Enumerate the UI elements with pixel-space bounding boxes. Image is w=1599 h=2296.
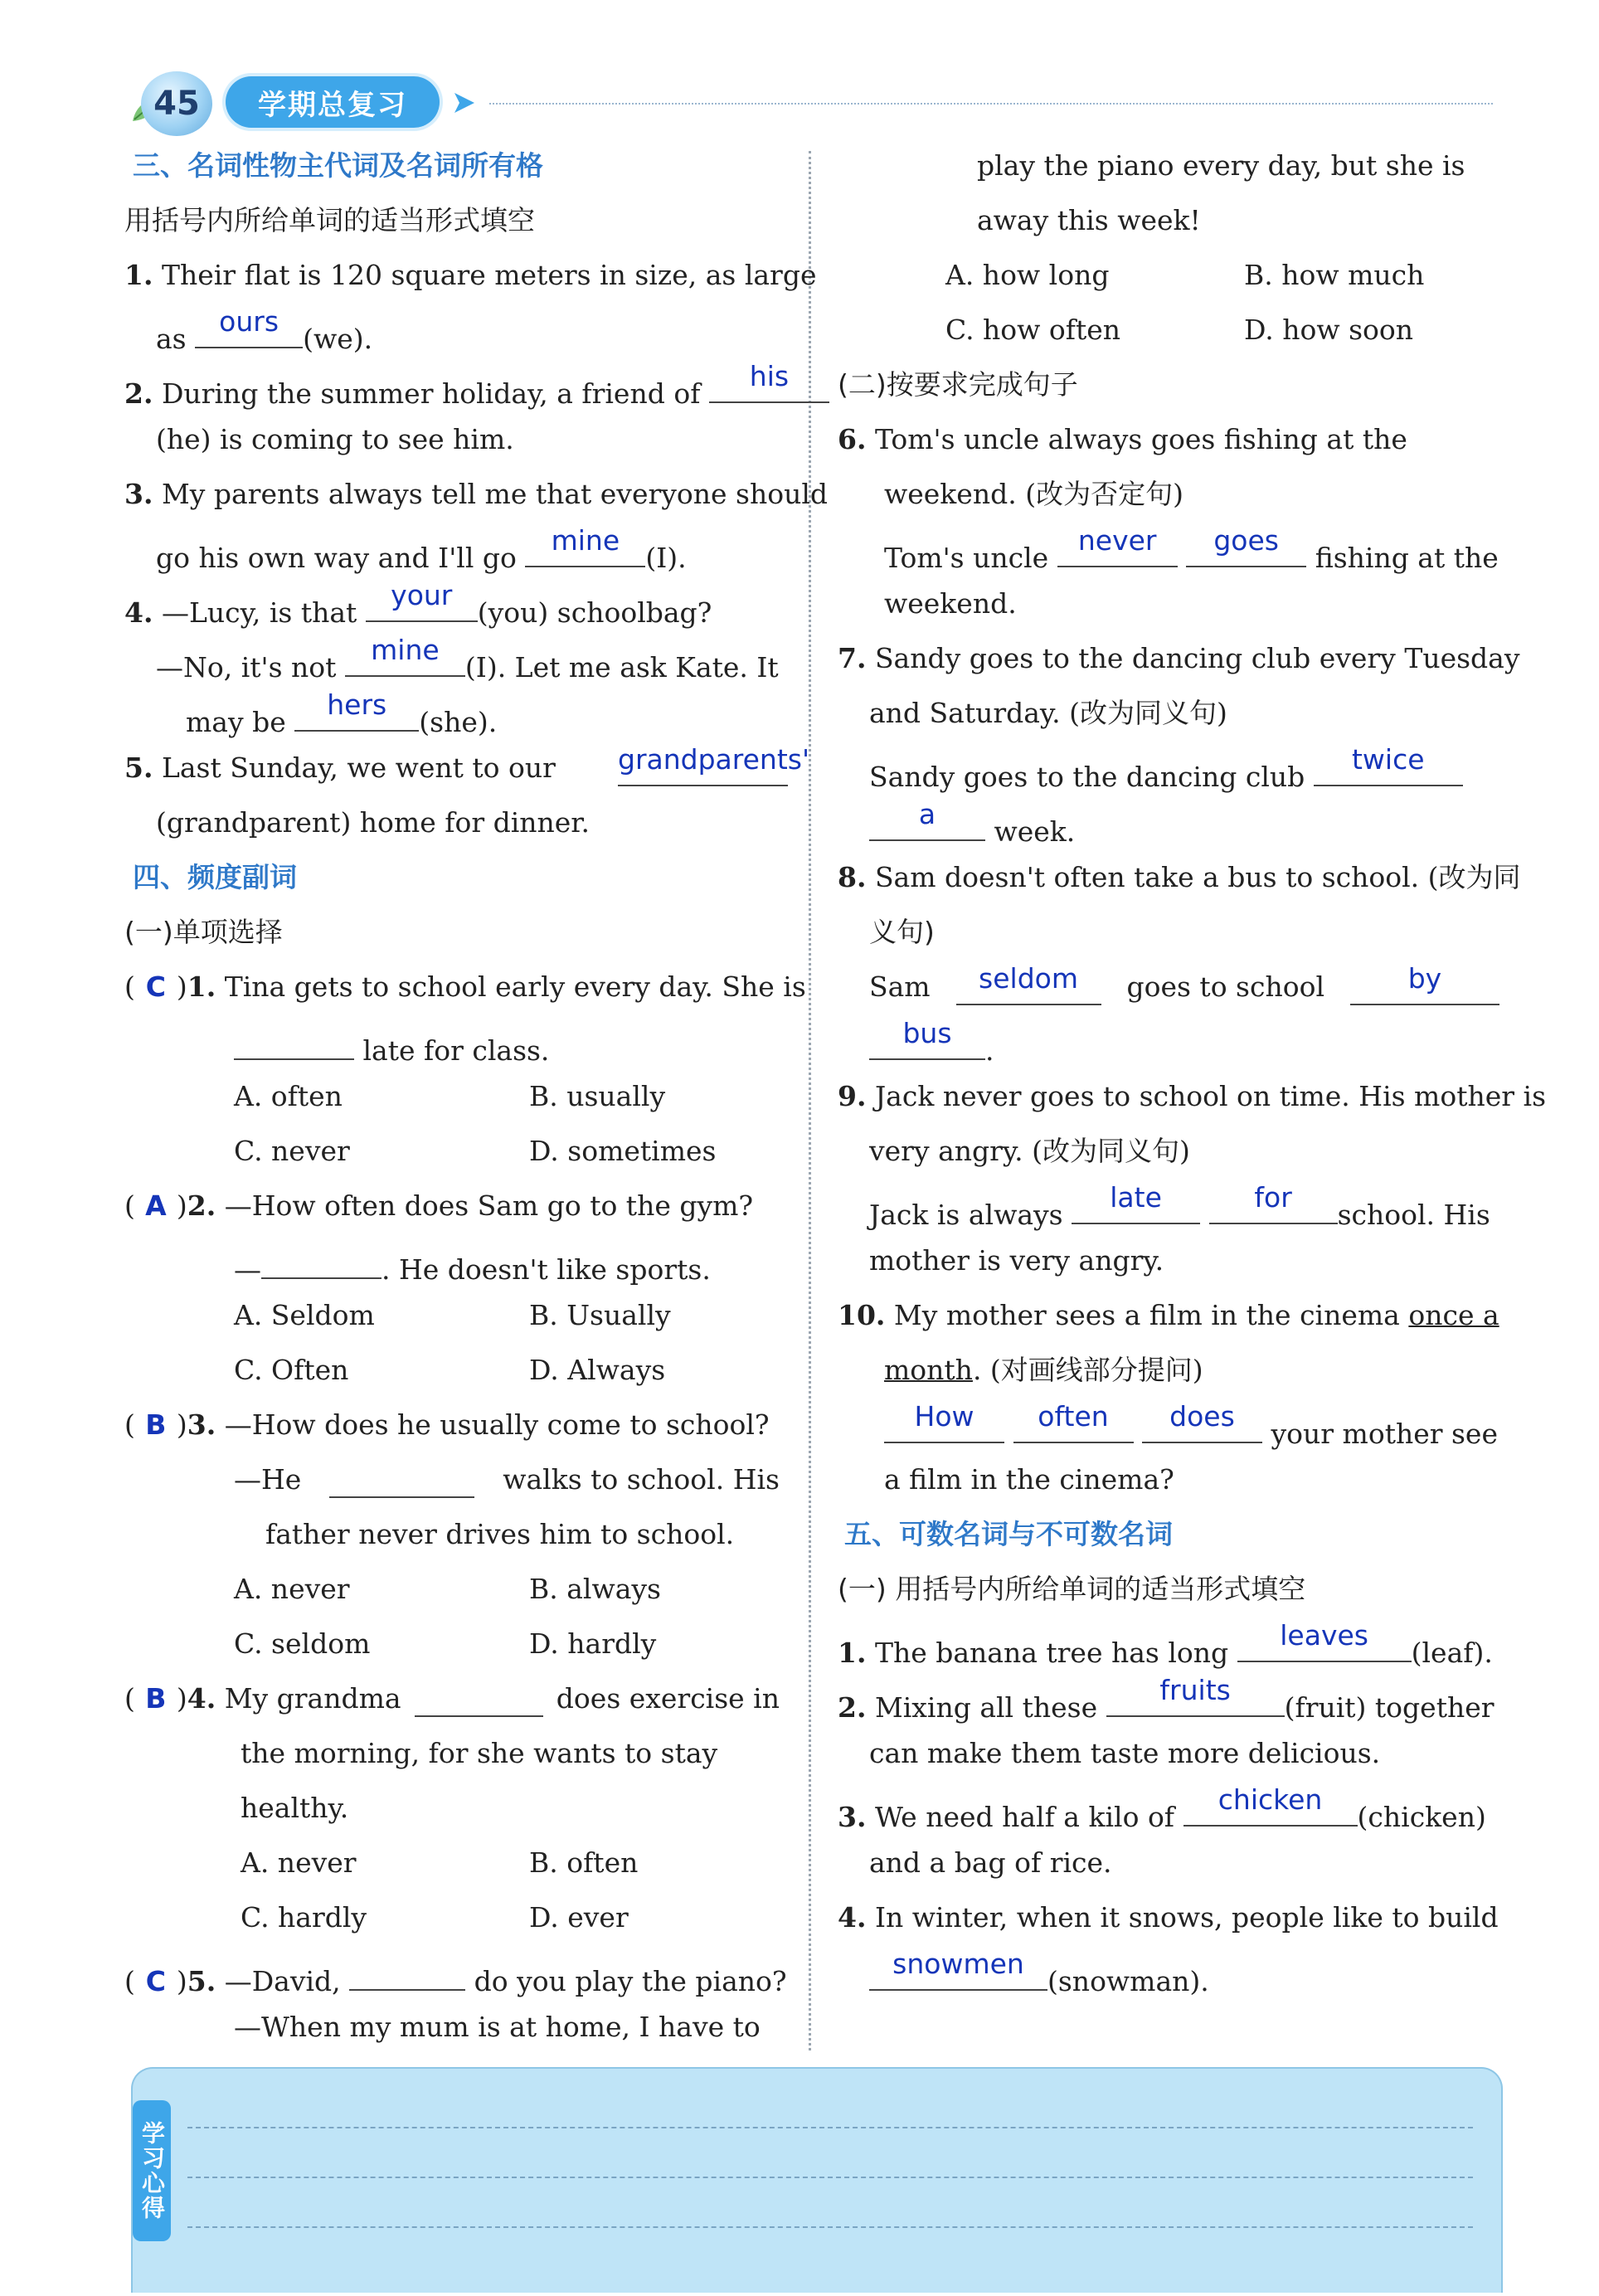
question-text: may be (186, 706, 286, 738)
answer-text: grandparents' (618, 743, 810, 776)
answer-blank (618, 743, 810, 786)
page-number: 45 (141, 71, 212, 136)
question-text: Mixing all these (874, 1691, 1098, 1724)
question-text: (I). (645, 542, 687, 574)
question-2 (124, 360, 829, 410)
option-d: D. Always (529, 1354, 666, 1386)
sentence-10 (838, 1299, 1499, 1335)
question-text: (fruit) together (1284, 1691, 1495, 1724)
question-text: My grandma (224, 1682, 401, 1715)
answer-blank (366, 579, 478, 622)
answer-text: mine (551, 524, 620, 557)
answer-blank (345, 634, 465, 677)
question-text: —How often does Sam go to the gym? (224, 1189, 754, 1222)
study-notes-box (131, 2067, 1503, 2293)
question-5 (124, 743, 810, 788)
answer-text: chicken (1217, 1783, 1323, 1816)
answer-blank (884, 1400, 1004, 1443)
question-text: school. His (1337, 1199, 1490, 1231)
mc-question-5-line-2: —When my mum is at home, I have to (234, 2011, 761, 2043)
question-text: My mother sees a film in the cinema (893, 1299, 1400, 1331)
answer-text: fruits (1159, 1674, 1231, 1706)
answer-blank (1072, 1181, 1200, 1224)
sentence-10-line-3 (884, 1400, 1498, 1450)
question-text: Jack is always (869, 1199, 1063, 1231)
question-text: —David, (224, 1965, 341, 1997)
noun-question-2-line-2: can make them taste more delicious. (869, 1737, 1381, 1769)
section-5-heading: 五、可数名词与不可数名词 (844, 1518, 1173, 1550)
question-4 (124, 579, 712, 629)
mc-question-1-line-2 (234, 1025, 550, 1067)
answer-text: often (1038, 1400, 1109, 1433)
sentence-6-line-2: weekend. (改为否定句) (884, 478, 1183, 510)
answer-text: leaves (1280, 1619, 1368, 1651)
sentence-6 (838, 423, 1407, 460)
question-number: 3. (838, 1801, 867, 1833)
notes-line (187, 2127, 1473, 2128)
question-number: 6. (838, 423, 867, 455)
answer-blank (1106, 1674, 1285, 1717)
question-1-line-2 (156, 305, 373, 355)
question-text: Their flat is 120 square meters in size, as large (161, 259, 817, 291)
option-b: B. always (529, 1573, 661, 1605)
noun-question-4 (838, 1901, 1499, 1938)
section-4-subheading: (一)单项选择 (124, 916, 283, 948)
answer-blank (709, 360, 829, 403)
answer-text: bus (902, 1017, 952, 1049)
noun-question-1 (838, 1619, 1493, 1669)
answer-blank (525, 524, 645, 567)
answer-text: goes (1213, 524, 1279, 557)
answer-text: a (918, 798, 936, 830)
question-text: My parents always tell me that everyone should (161, 478, 829, 510)
question-text: Tom's uncle (884, 542, 1049, 574)
question-text: (we). (303, 323, 373, 355)
question-text: —How does he usually come to school? (224, 1408, 770, 1441)
noun-question-3-line-2: and a bag of rice. (869, 1846, 1112, 1879)
question-text: walks to school. His (503, 1463, 780, 1496)
answer-blank (1186, 524, 1306, 567)
answer-blank (1237, 1619, 1412, 1662)
question-number: 4. (124, 596, 153, 629)
answer-blank (261, 1244, 382, 1279)
question-text: —No, it's not (156, 651, 337, 683)
noun-question-3 (838, 1783, 1486, 1833)
question-text: (you) schoolbag? (477, 596, 712, 629)
underlined-text: month (884, 1354, 973, 1386)
sentence-6-line-3 (884, 524, 1499, 574)
mc-question-2-line-2: — . He doesn't like sports. (234, 1244, 711, 1281)
notes-line (187, 2177, 1473, 2178)
sentence-7 (838, 642, 1519, 679)
question-text: goes to school (1126, 970, 1325, 1003)
question-text: During the summer holiday, a friend of (161, 377, 701, 410)
question-text: Sam (869, 970, 931, 1003)
question-text: The banana tree has long (874, 1637, 1229, 1669)
sentence-8-line-4: bus . (869, 1025, 994, 1062)
column-divider (809, 151, 811, 2050)
answer-blank (1350, 962, 1499, 1005)
answer-blank (415, 1682, 543, 1717)
answer-blank (1314, 743, 1463, 786)
question-text: (chicken) (1357, 1801, 1486, 1833)
study-notes-label: 学习心得 (133, 2100, 171, 2241)
option-b: B. Usually (529, 1299, 671, 1331)
question-text: Tina gets to school early every day. She is (224, 970, 806, 1003)
answer-blank (1142, 1400, 1262, 1443)
sentence-7-line-3 (869, 743, 1463, 793)
sentence-8-line-2: 义句) (869, 916, 935, 948)
answer-blank (956, 962, 1101, 1005)
question-number: 5. (124, 752, 153, 784)
mc-question-5-line-4: away this week! (977, 204, 1201, 236)
question-number: 7. (838, 642, 867, 674)
sentence-6-line-4: weekend. (884, 587, 1017, 620)
section-5-subheading: (一) 用括号内所给单词的适当形式填空 (838, 1573, 1306, 1605)
mc-question-5: ( C )5. —David, do you play the piano? (124, 1956, 787, 1992)
answer-blank (195, 305, 303, 348)
answer-blank (1013, 1400, 1134, 1443)
answer-text: seldom (979, 962, 1078, 995)
question-number: 8. (838, 861, 867, 893)
question-text: . (对画线部分提问) (972, 1354, 1203, 1386)
answer-blank (234, 1025, 354, 1060)
mc-answer: B (145, 1682, 167, 1715)
mc-question-1: ( C )1. Tina gets to school early every day. She is (124, 970, 806, 1003)
section-3-instruction: 用括号内所给单词的适当形式填空 (124, 204, 535, 236)
question-text: Sandy goes to the dancing club (869, 761, 1305, 793)
answer-text: snowmen (892, 1948, 1024, 1980)
question-text: week. (994, 815, 1076, 848)
section-4-subheading-2: (二)按要求完成句子 (838, 368, 1078, 401)
question-number: 2. (187, 1189, 216, 1222)
question-2-line-2: (he) is coming to see him. (156, 423, 514, 455)
question-text: —Lucy, is that (161, 596, 357, 629)
answer-text: by (1407, 962, 1442, 995)
option-c: C. seldom (234, 1627, 371, 1660)
arrow-right-icon (451, 90, 478, 116)
answer-text: your (391, 579, 453, 611)
mc-question-4-line-3: healthy. (241, 1792, 349, 1824)
answer-text: his (749, 360, 790, 392)
option-d: D. hardly (529, 1627, 657, 1660)
answer-blank (349, 1956, 465, 1991)
question-text: does exercise in (556, 1682, 780, 1715)
answer-blank (1209, 1181, 1338, 1224)
mc-question-4: ( B )4. My grandma does exercise in (124, 1682, 780, 1719)
question-number: 4. (838, 1901, 867, 1934)
question-text: Last Sunday, we went to our (161, 752, 556, 784)
answer-blank (869, 1948, 1047, 1991)
answer-text: late (1110, 1181, 1162, 1214)
mc-question-3-line-2 (234, 1463, 780, 1500)
option-b: B. usually (529, 1080, 666, 1112)
question-1 (124, 259, 817, 295)
question-number: 9. (838, 1080, 867, 1112)
option-b: B. often (529, 1846, 639, 1879)
option-a: A. never (234, 1573, 350, 1605)
sentence-9 (838, 1080, 1546, 1116)
question-4-line-3 (186, 688, 498, 738)
sentence-8-line-3 (869, 962, 1499, 1007)
option-c: C. hardly (241, 1901, 367, 1934)
notes-line (187, 2226, 1473, 2228)
answer-text: How (914, 1400, 974, 1433)
question-text: your mother see (1271, 1418, 1498, 1450)
answer-text: ours (219, 305, 279, 338)
question-3 (124, 478, 828, 514)
question-5-line-2: (grandparent) home for dinner. (156, 806, 590, 839)
sentence-10-line-4: a film in the cinema? (884, 1463, 1174, 1496)
question-number: 2. (124, 377, 153, 410)
option-d: D. ever (529, 1901, 629, 1934)
sentence-7-line-4 (869, 798, 1076, 848)
question-text: Jack never goes to school on time. His mother is (874, 1080, 1547, 1112)
question-text: In winter, when it snows, people like to build (874, 1901, 1499, 1934)
header-rule (489, 103, 1493, 105)
mc-answer: C (145, 1965, 166, 1997)
option-a: A. Seldom (234, 1299, 375, 1331)
mc-question-2: ( A )2. —How often does Sam go to the gym? (124, 1189, 754, 1222)
section-title: 学期总复习 (226, 76, 440, 128)
noun-question-4-line-2 (869, 1948, 1209, 1997)
question-text: (I). Let me ask Kate. It (464, 651, 779, 683)
question-text: . He doesn't like sports. (382, 1253, 711, 1286)
sentence-10-line-2 (884, 1354, 1203, 1390)
question-text: Sandy goes to the dancing club every Tuesday (874, 642, 1520, 674)
answer-blank (329, 1463, 474, 1498)
question-text: (leaf). (1411, 1637, 1493, 1669)
option-a: A. how long (945, 259, 1110, 291)
question-number: 2. (838, 1691, 867, 1724)
question-number: 1. (838, 1637, 867, 1669)
question-text: (she). (419, 706, 498, 738)
option-c: C. never (234, 1135, 350, 1167)
sentence-8 (838, 861, 1521, 897)
sentence-9-line-2: very angry. (改为同义句) (869, 1135, 1190, 1167)
option-c: C. how often (945, 314, 1121, 346)
option-d: D. how soon (1244, 314, 1414, 346)
option-d: D. sometimes (529, 1135, 717, 1167)
question-text: fishing at the (1315, 542, 1499, 574)
question-3-line-2 (156, 524, 687, 574)
question-text: (snowman). (1047, 1965, 1209, 1997)
answer-blank (869, 1017, 985, 1060)
question-number: 10. (838, 1299, 886, 1331)
mc-question-3-line-3: father never drives him to school. (265, 1518, 735, 1550)
option-a: A. often (234, 1080, 343, 1112)
sentence-9-line-4: mother is very angry. (869, 1244, 1164, 1277)
answer-text: hers (327, 688, 387, 721)
question-text: late for class. (362, 1034, 550, 1067)
section-4-heading: 四、频度副词 (133, 861, 297, 893)
answer-text: twice (1351, 743, 1425, 776)
question-number: 3. (187, 1408, 216, 1441)
question-text: We need half a kilo of (874, 1801, 1175, 1833)
mc-question-5-line-3: play the piano every day, but she is (977, 149, 1465, 182)
question-text: as (156, 323, 187, 355)
answer-blank (1057, 524, 1178, 567)
question-number: 1. (187, 970, 216, 1003)
question-text: do you play the piano? (474, 1965, 787, 1997)
answer-text: never (1077, 524, 1157, 557)
answer-text: mine (371, 634, 440, 666)
mc-answer: C (145, 970, 166, 1003)
question-number: 5. (187, 1965, 216, 1997)
mc-question-3: ( B )3. —How does he usually come to school? (124, 1408, 770, 1441)
section-3-heading: 三、名词性物主代词及名词所有格 (133, 149, 543, 182)
answer-text: for (1254, 1181, 1292, 1214)
question-text: Sam doesn't often take a bus to school. (改为同 (874, 861, 1521, 893)
question-text: go his own way and I'll go (156, 542, 517, 574)
sentence-9-line-3 (869, 1181, 1490, 1231)
answer-text: does (1169, 1400, 1235, 1433)
sentence-7-line-2: and Saturday. (改为同义句) (869, 697, 1227, 729)
mc-answer: A (145, 1189, 167, 1222)
answer-blank (869, 798, 985, 841)
option-c: C. Often (234, 1354, 349, 1386)
mc-question-4-line-2: the morning, for she wants to stay (241, 1737, 718, 1769)
question-number: 3. (124, 478, 153, 510)
mc-answer: B (145, 1408, 167, 1441)
answer-blank (294, 688, 419, 732)
question-number: 4. (187, 1682, 216, 1715)
question-number: 1. (124, 259, 153, 291)
option-a: A. never (241, 1846, 357, 1879)
question-text: Tom's uncle always goes fishing at the (874, 423, 1407, 455)
question-text: —He (234, 1463, 302, 1496)
answer-blank (1183, 1783, 1358, 1827)
question-4-line-2 (156, 634, 779, 683)
noun-question-2 (838, 1674, 1495, 1724)
underlined-text: once a (1408, 1299, 1499, 1331)
option-b: B. how much (1244, 259, 1425, 291)
